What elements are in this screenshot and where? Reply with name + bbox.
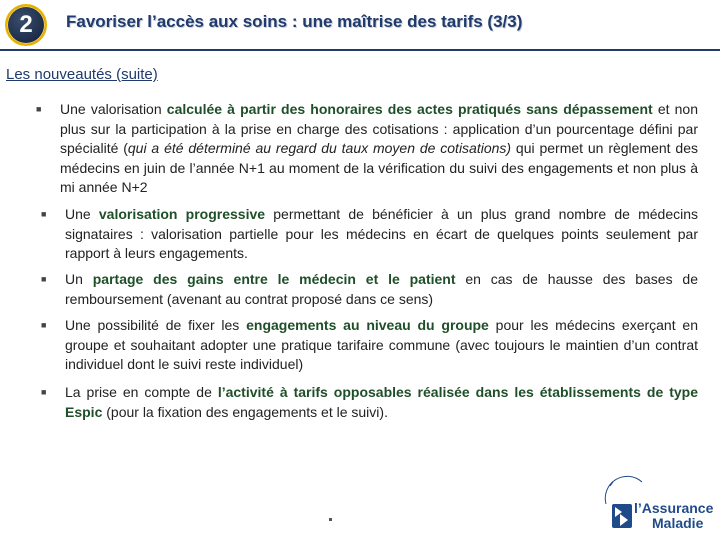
logo-line1: l’Assurance	[634, 500, 714, 516]
bullet-text: permettant de bénéficier à un plus grand nombre de médecins signataires : valorisation partielle pour les médecins en écart de quelques points seulement par rapport à leurs engagements.	[65, 206, 699, 261]
bullet-item	[41, 383, 698, 422]
bullet-text: Une possibilité de fixer les	[65, 317, 247, 333]
bullet-highlight: l’activité à tarifs opposables réalisée dans les établissements de type Espic	[65, 384, 698, 420]
bullet-square-icon: ■	[41, 387, 47, 397]
logo-line2: Maladie	[652, 515, 704, 531]
section-title: Les nouveautés (suite)	[6, 66, 158, 83]
section-number-badge	[5, 4, 47, 46]
bullet-item	[41, 205, 699, 264]
bullet-item	[36, 100, 698, 198]
page-title: Favoriser l’accès aux soins : une maîtrise des tarifs (3/3)	[66, 12, 523, 31]
bullet-text: Une	[65, 206, 99, 222]
bullet-text: en cas de hausse des bases de remboursement (avenant au contrat proposé dans ce sens)	[65, 271, 698, 307]
bullet-text: (pour la fixation des engagements et le suivi).	[102, 403, 388, 420]
section-number: 2	[19, 11, 33, 38]
bullet-text: pour les médecins exerçant en groupe et souhaitant adopter une pratique tarifaire commune (avec toujours le maintien d’un contrat individuel dont le suivi reste individuel)	[65, 317, 698, 372]
assurance-maladie-logo	[596, 474, 714, 536]
bullet-square-icon: ■	[41, 274, 47, 284]
bullet-item	[41, 316, 698, 375]
bullet-italic: qui a été déterminé au regard du taux moyen de cotisations)	[127, 140, 512, 156]
title-divider	[0, 49, 720, 51]
bullet-item	[41, 270, 698, 309]
bullet-square-icon: ■	[41, 320, 47, 330]
bullet-text: Un	[65, 271, 93, 287]
bullet-highlight: partage des gains entre le médecin et le patient	[92, 271, 456, 287]
bullet-text: La prise en compte de	[65, 384, 218, 400]
bullet-square-icon: ■	[36, 104, 42, 114]
bullet-highlight: valorisation progressive	[98, 206, 266, 222]
bullet-highlight: engagements au niveau du groupe	[246, 317, 489, 333]
footer-dot	[329, 518, 332, 521]
bullet-highlight: calculée à partir des honoraires des actes pratiqués sans dépassement	[166, 101, 653, 117]
bullet-text: Une valorisation	[60, 101, 167, 117]
bullet-text: et non plus sur la participation à la prise en charge des cotisations : application d’un pourcentage défini par spécialité (	[60, 101, 698, 156]
bullet-square-icon: ■	[41, 209, 47, 219]
bullet-text: qui permet un règlement des médecins en juin de l’année N+1 au moment de la vérification du suivi des engagements et non plus à mi année N+2	[60, 140, 698, 195]
